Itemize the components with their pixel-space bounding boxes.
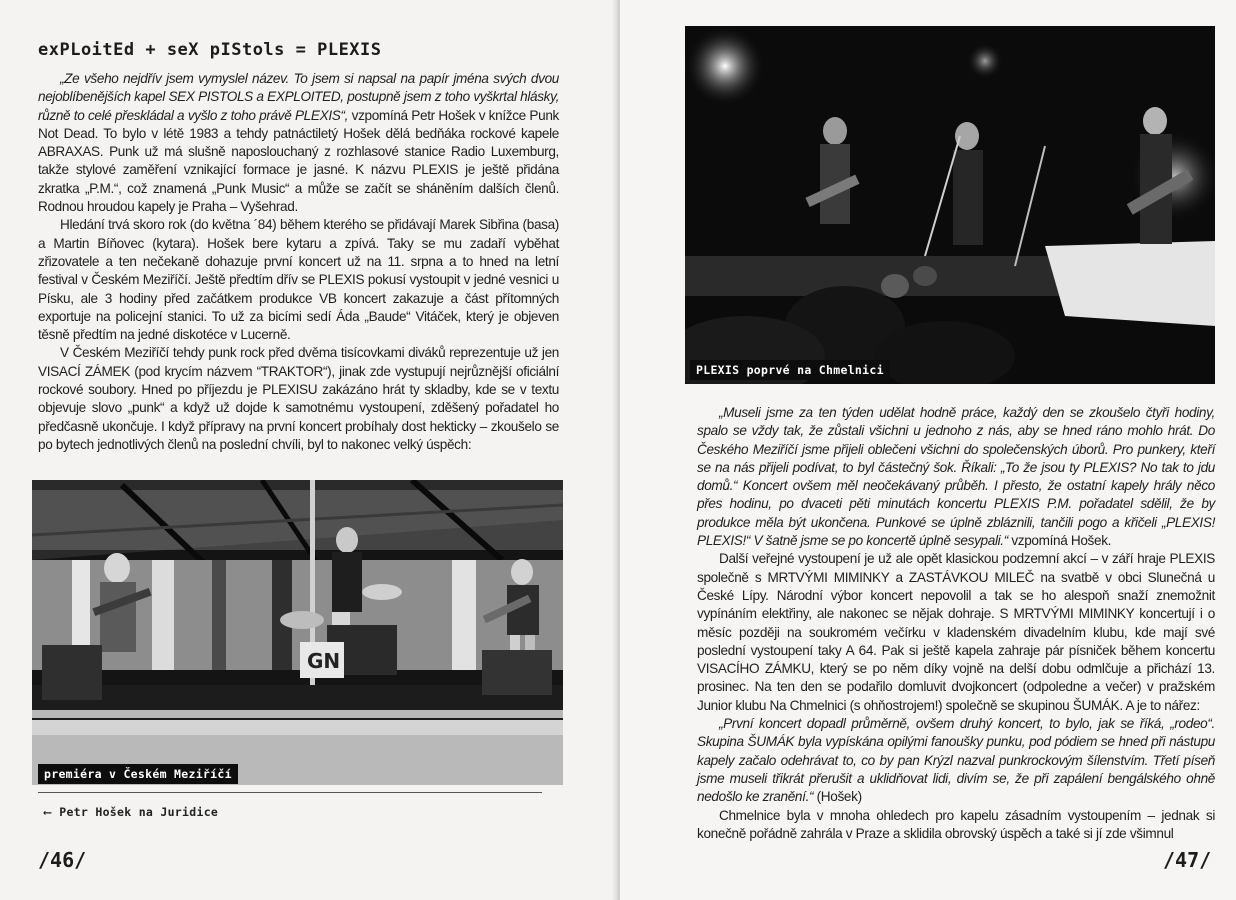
paragraph-6-rest: (Hošek) — [813, 789, 862, 805]
concert-stage-illustration — [32, 480, 563, 785]
paragraph-2: Hledání trvá skoro rok (do května ´84) během kterého se přidávají Marek Sibřina (basa) a Martin Bíňovec (kytara). Hošek bere kytaru a zpívá. Taky se mu zadaří vyběhat zřizovatele a ten nečekaně dohazuje první koncert už na 11. srpna a to hned na letní festival v Českém Meziříčí. Ještě předtím dřív se PLEXIS pokusí vystoupit v jedné vesnici u Písku, ale 3 hodiny před začátkem produkce VB koncert zakazuje a část přítomných exportuje na policejní stanici. To už za bicími sedí Áda „Baude“ Vitáček, který je objeven těsně předtím na jedné diskotéce v Lucerně. — [38, 217, 559, 343]
svg-text:GN: GN — [307, 649, 341, 673]
side-photo-caption — [44, 805, 218, 819]
paragraph-4 — [697, 404, 1215, 550]
page-number-right: /47/ — [1163, 848, 1212, 872]
arrow-left-icon: ⟵ — [44, 805, 52, 819]
side-photo-caption-text: Petr Hošek na Juridice — [59, 805, 219, 819]
left-column-text — [38, 70, 559, 454]
photo-caption-left: premiéra v Českém Meziříčí — [38, 764, 238, 784]
paragraph-1-rest: vzpomíná Petr Hošek v knížce Punk Not Dead. To bylo v létě 1983 a tehdy patnáctiletý Hošek dělá bedňáka rockové kapele ABRAXAS. Punk už má slušně naposlouchaný z rozhlasové stanice Radio Luxemburg, takže stylové zaměření vznikající formace je jasné. K názvu PLEXIS je ještě přidána zkratka „P.M.“, což znamená „Punk Music“ a může se začít se sháněním dalších členů. Rodnou hroudou kapely je Praha – Vyšehrad. — [38, 107, 559, 215]
photo-caption-right: PLEXIS poprvé na Chmelnici — [690, 360, 890, 380]
paragraph-1 — [38, 70, 559, 216]
paragraph-1-quote: „Ze všeho nejdřív jsem vymyslel název. To jsem si napsal na papír jména svých dvou nejoblíbenějších kapel SEX PISTOLS a EXPLOITED, postupně jsem z toho vyškrtal hlásky, různě to celé přeskládal a vyšlo z toho právě PLEXIS“, — [38, 71, 559, 123]
divider-line — [38, 792, 542, 793]
paragraph-4-rest: vzpomíná Hošek. — [1007, 533, 1112, 549]
right-column-text — [697, 404, 1215, 843]
paragraph-6 — [697, 715, 1215, 806]
chmelnice-stage-illustration — [685, 26, 1215, 384]
concert-photo-chmelnice — [685, 26, 1215, 384]
paragraph-3: V Českém Meziříčí tehdy punk rock před dvěma tisícovkami diváků reprezentuje už jen VISACÍ ZÁMEK (pod krycím názvem “TRAKTOR“), jinak zde vystupují nejrůznější oficiální rockové soubory. Hned po příjezdu je PLEXISU zakázáno hrát ty skladby, kde se v textu objevuje slovo „punk“ a když už dojde k samotnému vystoupení, zděšený pořadatel ho předčasně ukončuje. I když přípravy na první koncert probíhaly dost hekticky – zkoušelo se po bytech jednotlivých členů na poslední chvíli, byl to nakonec velký úspěch: — [38, 345, 559, 452]
page-number-left: /46/ — [38, 848, 87, 872]
concert-photo-cesky-mezirici — [32, 480, 563, 785]
paragraph-4-quote: „Museli jsme za ten týden udělat hodně práce, každý den se zkoušelo čtyři hodiny, spalo se vždy tak, že zůstali všichni u jednoho z nás, aby se hned ráno mohlo hrát. Do Českého Meziříčí jsme přijeli oblečeni všichni do společenských úborů. Pro punkery, kteří se na nás přijeli podívat, to byl částečný šok. Říkali: „To že jsou ty PLEXIS? No tak to jdu domů.“ Koncert ovšem měl neočekávaný průběh. I přesto, že ostatní kapely hrály něco přes hodinu, po dvaceti pěti minutách koncertu PLEXIS P.M. pořadatel sdělil, že by produkce měla být ukončena. Punkové se úplně zbláznili, tančili pogo a křičeli „PLEXIS! PLEXIS!“ V šatně jsme se po koncertě úplně sesypali.“ — [697, 405, 1215, 549]
paragraph-7: Chmelnice byla v mnoha ohledech pro kapelu zásadním vystoupením – jednak si konečně pořádně zahrála v Praze a sklidila obrovský úspěch a také si jí zde všimnul — [697, 807, 1215, 841]
paragraph-6-quote: „První koncert dopadl průměrně, ovšem druhý koncert, to bylo, jak se říká, „rodeo“. Skupina ŠUMÁK byla vypískána opilými fanoušky punku, pod pódiem se hned při nástupu kapely začalo odehrávat to, co by pan Krýzl nazval punkrockovým šílenstvím. Třetí píseň jsme museli třikrát přerušit a uklidňovat lidi, divím se, že při zapálení bengálského ohně nedošlo ke zranění.“ — [697, 716, 1215, 805]
paragraph-5: Další veřejné vystoupení je už ale opět klasickou podzemní akcí – v září hraje PLEXIS společně s MRTVÝMI MIMINKY a ZASTÁVKOU MILEČ na svatbě v obci Slunečná u České Lípy. Národní výbor koncert nepovolil a tak se ho alespoň snaží znemožnit vypínáním elektřiny, ale nakonec se nějak dohraje. S MRTVÝMI MIMINKY koncertují i o měsíc později na soukromém večírku v kladenském divadelním klubu, kde mají své poslední vystoupení taky A 64. Pak si ještě kapela zahraje pár písniček během koncertu VISACÍHO ZÁMKU, který se po něm díky vojně na delší dobu odmlčuje a přichází 13. prosinec. Na ten den se podařilo domluvit dvojkoncert (odpoledne a večer) v pražském Junior klubu Na Chmelnici (s ohňostrojem!) společně se skupinou ŠUMÁK. A je to nářez: — [697, 551, 1215, 713]
article-heading: exPLoitEd + seX pIStols = PLEXIS — [38, 40, 382, 60]
